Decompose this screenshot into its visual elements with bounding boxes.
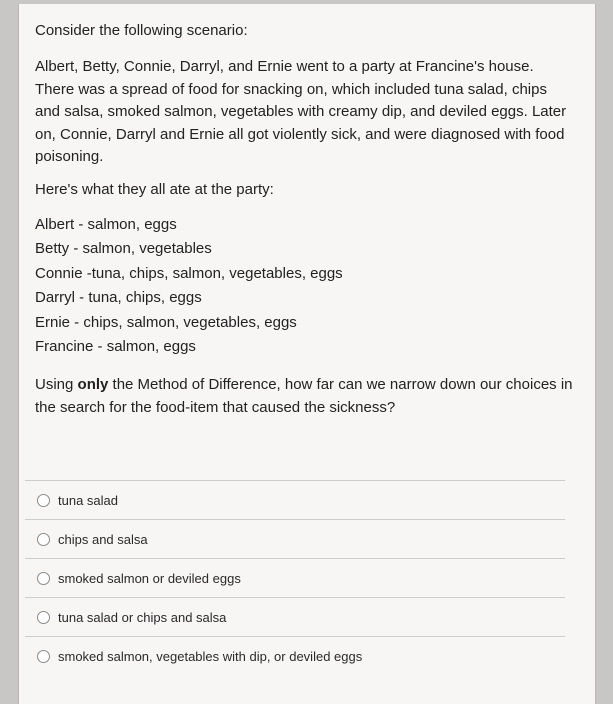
question-card <box>18 4 596 704</box>
list-item: Darryl - tuna, chips, eggs <box>35 289 202 307</box>
prompt-end: the Method of Difference, how far can we narrow down our choices in the search for the food-item that caused the sickness? <box>35 376 573 417</box>
list-item: Ernie - chips, salmon, vegetables, eggs <box>35 313 297 331</box>
option-label: smoked salmon, vegetables with dip, or deviled eggs <box>58 648 363 664</box>
question-prompt <box>35 373 575 419</box>
answer-options <box>19 480 595 675</box>
radio-button[interactable] <box>37 650 50 663</box>
option-salmon-vegetables-eggs[interactable] <box>19 637 595 675</box>
list-item: Betty - salmon, vegetables <box>35 240 212 258</box>
option-chips-and-salsa[interactable] <box>19 520 595 558</box>
prompt-start: Using <box>35 376 78 394</box>
scenario-text: Albert, Betty, Connie, Darryl, and Ernie went to a party at Francine's house. There was a spread of food for snacking on, which included tuna salad, chips and salsa, smoked salmon, vegetables with creamy dip, and deviled eggs. Later on, Connie, Darryl and Ernie all got violently sick, and were diagnosed with food poisoning. <box>35 58 567 166</box>
option-label: tuna salad or chips and salsa <box>58 609 227 625</box>
list-item: Albert - salmon, eggs <box>35 215 177 233</box>
food-list <box>35 213 575 359</box>
option-label: tuna salad <box>58 492 118 508</box>
option-tuna-or-chips[interactable] <box>19 598 595 636</box>
question-intro: Consider the following scenario: <box>35 22 248 39</box>
option-salmon-or-eggs[interactable] <box>19 559 595 597</box>
option-tuna-salad[interactable] <box>19 481 595 519</box>
option-label: smoked salmon or deviled eggs <box>58 570 241 586</box>
question-body <box>35 20 575 419</box>
prompt-emphasis: only <box>77 376 109 394</box>
list-item: Connie -tuna, chips, salmon, vegetables, eggs <box>35 264 343 282</box>
option-label: chips and salsa <box>58 531 148 547</box>
radio-button[interactable] <box>37 611 50 624</box>
radio-button[interactable] <box>37 494 50 507</box>
list-heading: Here's what they all ate at the party: <box>35 180 274 198</box>
list-item: Francine - salmon, eggs <box>35 338 196 355</box>
radio-button[interactable] <box>37 572 50 585</box>
radio-button[interactable] <box>37 533 50 546</box>
